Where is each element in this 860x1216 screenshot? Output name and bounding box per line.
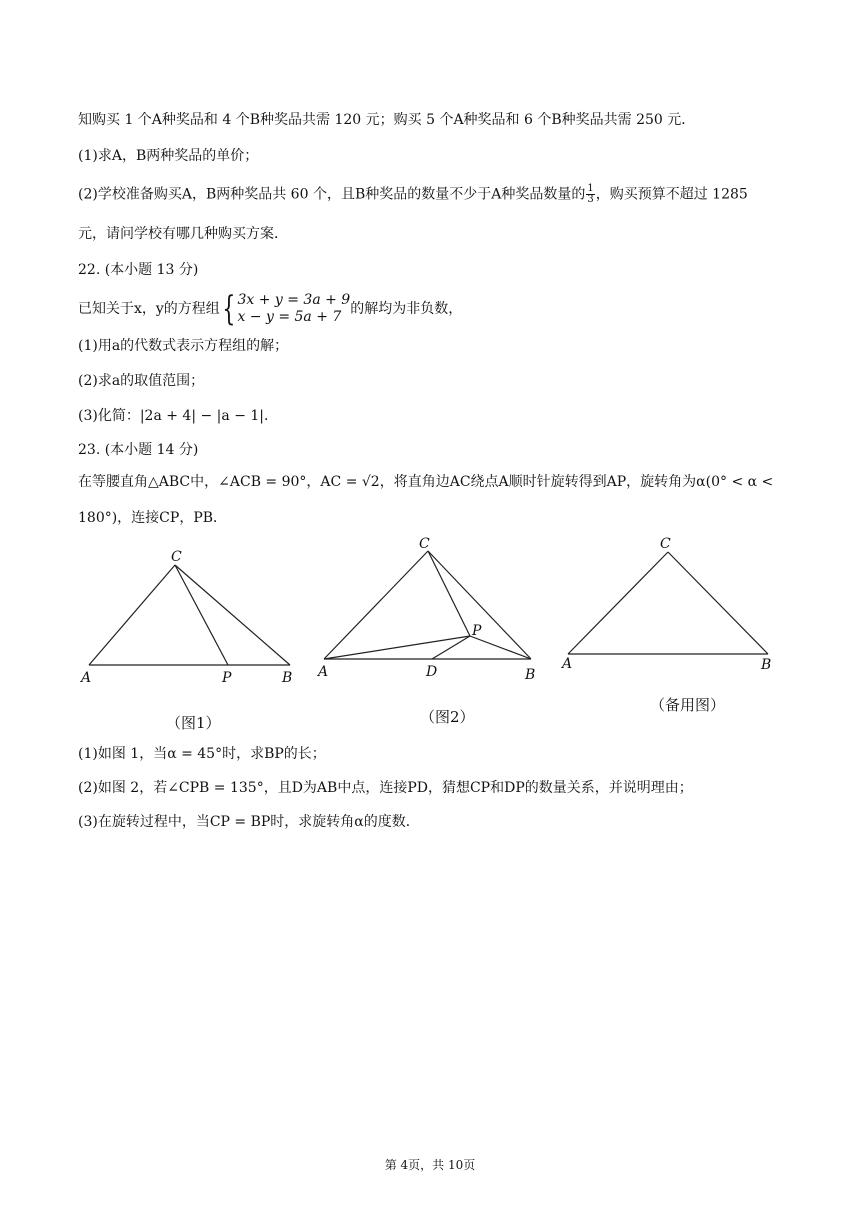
problem-header: 23. (本小题 14 分) [78,442,199,458]
fraction-numerator: 1 [587,183,594,194]
label-d: D [426,664,438,680]
figure-2-caption: （图2） [420,708,475,726]
text-segment: (2)学校准备购买A，B两种奖品共 60 个，且B种奖品的数量不少于A种奖品数量的 [78,186,586,203]
label-p: P [472,623,482,639]
text-segment: ，购买预算不超过 1285 [595,186,748,203]
text-line: 元，请问学校有哪几种购买方案． [78,226,288,242]
text-line [78,289,463,329]
label-b: B [761,657,772,672]
equation-system [220,289,351,329]
equation: x − y = 5a + 7 [237,309,342,325]
text-line: 知购买 1 个A种奖品和 4 个B种奖品共需 120 元；购买 5 个A种奖品和 6 个B种奖品共需 250 元． [78,112,696,128]
question-3: (3)在旋转过程中，当CP = BP时，求旋转角α的度数． [78,814,420,830]
equation: 3x + y = 3a + 9 [237,292,351,308]
brace-icon: { [222,289,236,329]
label-a: A [81,670,92,686]
text-line: (1)用a的代数式表示方程组的解； [78,338,289,354]
label-a: A [318,664,329,680]
label-b: B [525,667,536,683]
question-1: (1)如图 1，当α = 45°时，求BP的长； [78,746,326,762]
text-segment: 的解均为非负数， [350,301,463,317]
label-p: P [222,670,232,686]
label-b: B [282,670,293,686]
text-line [78,184,748,205]
figure-spare-caption: （备用图） [650,696,726,714]
label-c: C [419,536,430,552]
figure-2 [316,533,542,688]
text-line: (2)求a的取值范围； [78,373,205,389]
text-line: (1)求A，B两种奖品的单价； [78,148,259,164]
label-c: C [171,549,182,565]
fraction-denominator: 3 [587,194,594,205]
problem-header: 22. (本小题 13 分) [78,262,199,278]
page-footer: 第 4页，共 10页 [384,1158,476,1172]
figure-spare [558,532,780,672]
label-c: C [660,536,671,552]
text-line: 在等腰直角△ABC中，∠ACB = 90°，AC = √2，将直角边AC绕点A顺时针旋转得到AP，旋转角为α(0° < α < [78,474,774,490]
text-line: 180°)，连接CP，PB． [78,510,228,526]
text-segment: 已知关于x，y的方程组 [78,301,220,317]
label-a: A [562,656,573,672]
figure-1-caption: （图1） [166,714,221,732]
question-2: (2)如图 2，若∠CPB = 135°，且D为AB中点，连接PD，猜想CP和DP的数量关系，并说明理由； [78,780,693,796]
fraction [586,184,594,205]
text-line: (3)化简：|2a + 4| − |a − 1|． [78,408,279,424]
figure-1 [78,545,300,690]
